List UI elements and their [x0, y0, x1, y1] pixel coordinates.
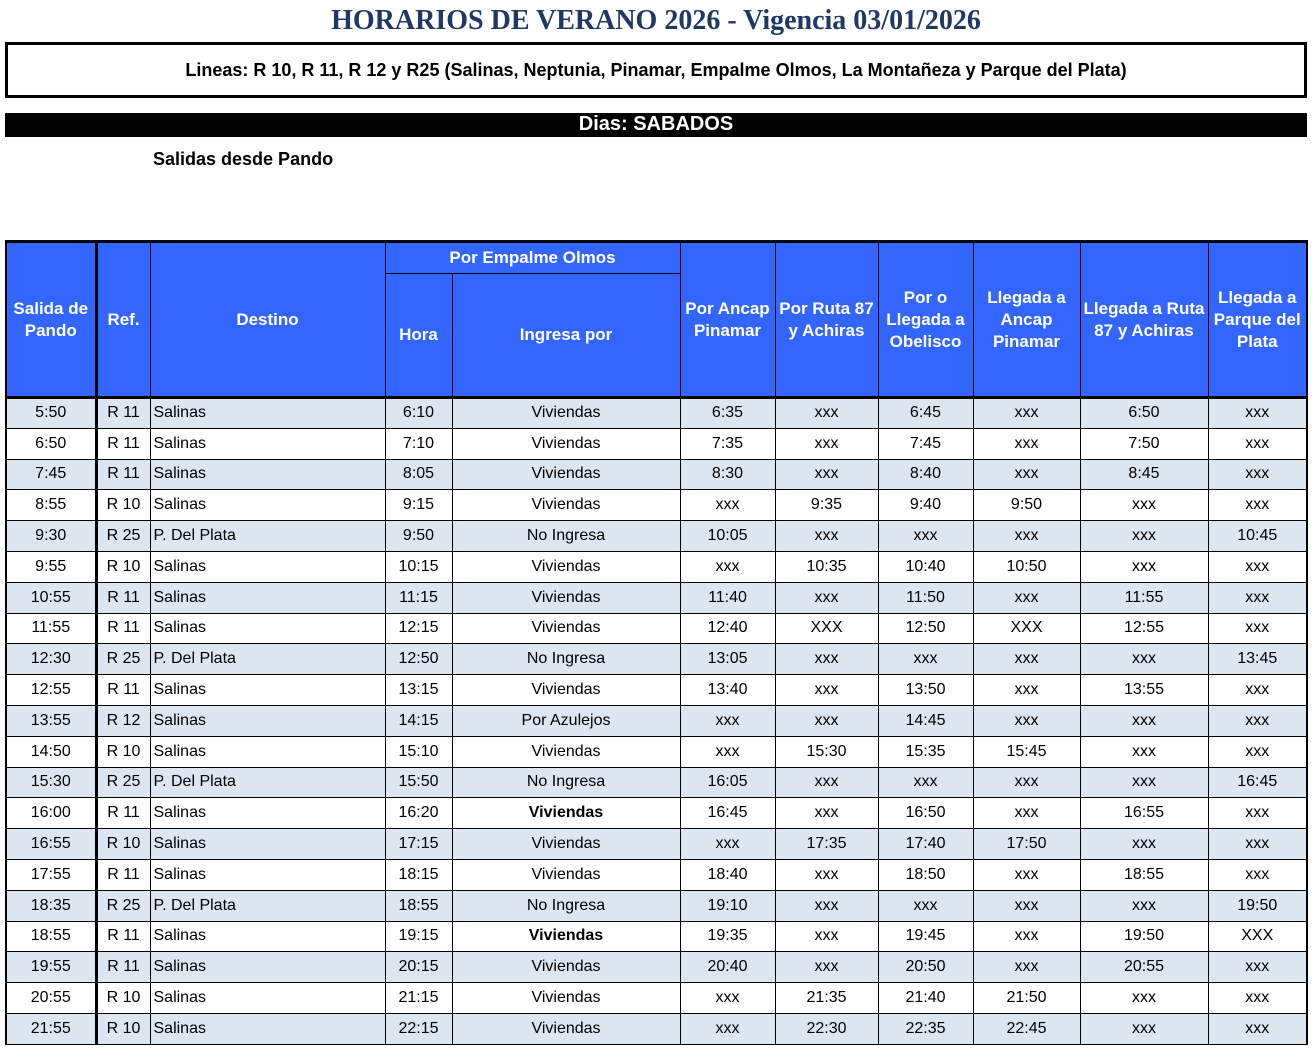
cell-ruta87: xxx — [775, 767, 878, 798]
cell-obelisco: 7:45 — [878, 428, 973, 459]
cell-hora: 11:15 — [385, 582, 452, 613]
cell-ingresa: Viviendas — [452, 921, 680, 952]
cell-lleg-ancap: xxx — [973, 428, 1080, 459]
cell-destino: Salinas — [150, 798, 385, 829]
cell-obelisco: xxx — [878, 644, 973, 675]
cell-ruta87: 21:35 — [775, 983, 878, 1014]
cell-salida: 17:55 — [6, 859, 96, 890]
cell-salida: 12:55 — [6, 675, 96, 706]
table-row — [6, 829, 1307, 860]
cell-ingresa: Viviendas — [452, 859, 680, 890]
cell-obelisco: 11:50 — [878, 582, 973, 613]
cell-obelisco: 17:40 — [878, 829, 973, 860]
cell-ref: R 11 — [96, 798, 150, 829]
cell-lleg-ruta87: 12:55 — [1080, 613, 1208, 644]
cell-ref: R 11 — [96, 675, 150, 706]
cell-ref: R 10 — [96, 829, 150, 860]
col-hora-header: Hora — [385, 274, 452, 398]
cell-hora: 15:10 — [385, 736, 452, 767]
cell-destino: P. Del Plata — [150, 890, 385, 921]
cell-ingresa: Viviendas — [452, 551, 680, 582]
cell-lleg-ancap: 17:50 — [973, 829, 1080, 860]
cell-lleg-ancap: xxx — [973, 644, 1080, 675]
cell-ingresa: Viviendas — [452, 736, 680, 767]
cell-ref: R 11 — [96, 582, 150, 613]
cell-ingresa: No Ingresa — [452, 890, 680, 921]
table-row — [6, 736, 1307, 767]
cell-destino: Salinas — [150, 983, 385, 1014]
cell-ref: R 11 — [96, 921, 150, 952]
cell-hora: 7:10 — [385, 428, 452, 459]
col-ingresa-header: Ingresa por — [452, 274, 680, 398]
schedule-table — [5, 240, 1308, 1045]
cell-salida: 6:50 — [6, 428, 96, 459]
cell-lleg-ruta87: 8:45 — [1080, 459, 1208, 490]
cell-ref: R 10 — [96, 1013, 150, 1044]
cell-ancap: xxx — [680, 983, 775, 1014]
cell-lleg-parque: xxx — [1208, 428, 1307, 459]
cell-ref: R 11 — [96, 952, 150, 983]
cell-ruta87: xxx — [775, 398, 878, 429]
cell-hora: 16:20 — [385, 798, 452, 829]
cell-destino: Salinas — [150, 921, 385, 952]
cell-salida: 13:55 — [6, 705, 96, 736]
cell-ancap: 16:05 — [680, 767, 775, 798]
cell-lleg-ruta87: xxx — [1080, 829, 1208, 860]
cell-obelisco: 8:40 — [878, 459, 973, 490]
cell-ref: R 10 — [96, 983, 150, 1014]
cell-ancap: 19:35 — [680, 921, 775, 952]
cell-obelisco: 6:45 — [878, 398, 973, 429]
cell-ancap: 19:10 — [680, 890, 775, 921]
cell-lleg-ruta87: xxx — [1080, 1013, 1208, 1044]
cell-lleg-ruta87: xxx — [1080, 644, 1208, 675]
cell-ancap: xxx — [680, 490, 775, 521]
cell-lleg-ruta87: 16:55 — [1080, 798, 1208, 829]
cell-obelisco: 15:35 — [878, 736, 973, 767]
cell-salida: 11:55 — [6, 613, 96, 644]
cell-ruta87: xxx — [775, 890, 878, 921]
cell-ancap: xxx — [680, 1013, 775, 1044]
cell-hora: 10:15 — [385, 551, 452, 582]
cell-obelisco: 10:40 — [878, 551, 973, 582]
cell-ancap: xxx — [680, 736, 775, 767]
cell-ingresa: Viviendas — [452, 459, 680, 490]
col-lleg-ruta87-header: Llegada a Ruta 87 y Achiras — [1080, 242, 1208, 398]
cell-hora: 19:15 — [385, 921, 452, 952]
cell-salida: 20:55 — [6, 983, 96, 1014]
cell-lleg-parque: xxx — [1208, 490, 1307, 521]
cell-salida: 16:55 — [6, 829, 96, 860]
cell-destino: Salinas — [150, 829, 385, 860]
section-label: Salidas desde Pando — [153, 149, 334, 169]
cell-obelisco: 21:40 — [878, 983, 973, 1014]
cell-lleg-ancap: xxx — [973, 398, 1080, 429]
cell-hora: 9:50 — [385, 521, 452, 552]
cell-lleg-parque: xxx — [1208, 398, 1307, 429]
table-row — [6, 798, 1307, 829]
cell-obelisco: 18:50 — [878, 859, 973, 890]
cell-ancap: 7:35 — [680, 428, 775, 459]
cell-ruta87: xxx — [775, 798, 878, 829]
cell-ref: R 11 — [96, 459, 150, 490]
table-row — [6, 1013, 1307, 1044]
cell-lleg-parque: 19:50 — [1208, 890, 1307, 921]
cell-lleg-parque: xxx — [1208, 952, 1307, 983]
cell-ref: R 11 — [96, 859, 150, 890]
cell-destino: Salinas — [150, 490, 385, 521]
cell-lleg-parque: xxx — [1208, 829, 1307, 860]
cell-destino: P. Del Plata — [150, 767, 385, 798]
table-row — [6, 613, 1307, 644]
cell-hora: 12:15 — [385, 613, 452, 644]
cell-hora: 9:15 — [385, 490, 452, 521]
cell-lleg-ruta87: 13:55 — [1080, 675, 1208, 706]
cell-salida: 14:50 — [6, 736, 96, 767]
cell-destino: Salinas — [150, 1013, 385, 1044]
table-row — [6, 644, 1307, 675]
cell-lleg-ruta87: 11:55 — [1080, 582, 1208, 613]
cell-destino: Salinas — [150, 459, 385, 490]
cell-ruta87: xxx — [775, 582, 878, 613]
cell-lleg-parque: xxx — [1208, 1013, 1307, 1044]
col-salida-header: Salida de Pando — [6, 242, 96, 398]
cell-ruta87: 15:30 — [775, 736, 878, 767]
cell-lleg-parque: xxx — [1208, 675, 1307, 706]
cell-ingresa: No Ingresa — [452, 767, 680, 798]
table-row — [6, 551, 1307, 582]
cell-obelisco: 14:45 — [878, 705, 973, 736]
cell-obelisco: 20:50 — [878, 952, 973, 983]
cell-lleg-ruta87: 7:50 — [1080, 428, 1208, 459]
cell-ref: R 12 — [96, 705, 150, 736]
cell-ingresa: Viviendas — [452, 1013, 680, 1044]
cell-lleg-ancap: 10:50 — [973, 551, 1080, 582]
cell-lleg-parque: xxx — [1208, 551, 1307, 582]
cell-hora: 13:15 — [385, 675, 452, 706]
cell-ingresa: Viviendas — [452, 675, 680, 706]
cell-lleg-parque: xxx — [1208, 736, 1307, 767]
cell-lleg-ancap: xxx — [973, 675, 1080, 706]
cell-lleg-ancap: xxx — [973, 921, 1080, 952]
cell-lleg-parque: xxx — [1208, 798, 1307, 829]
cell-lleg-ruta87: xxx — [1080, 890, 1208, 921]
cell-ref: R 11 — [96, 613, 150, 644]
cell-lleg-ruta87: xxx — [1080, 521, 1208, 552]
cell-lleg-parque: xxx — [1208, 859, 1307, 890]
table-header — [6, 242, 1307, 398]
col-ancap-header: Por Ancap Pinamar — [680, 242, 775, 398]
cell-ancap: xxx — [680, 705, 775, 736]
days-bar: Dias: SABADOS — [5, 113, 1307, 137]
cell-ingresa: Viviendas — [452, 798, 680, 829]
cell-hora: 8:05 — [385, 459, 452, 490]
cell-ancap: 20:40 — [680, 952, 775, 983]
cell-lleg-ruta87: xxx — [1080, 705, 1208, 736]
cell-lleg-ruta87: xxx — [1080, 767, 1208, 798]
cell-hora: 14:15 — [385, 705, 452, 736]
cell-destino: Salinas — [150, 582, 385, 613]
cell-salida: 8:55 — [6, 490, 96, 521]
cell-ancap: 16:45 — [680, 798, 775, 829]
cell-lleg-ancap: xxx — [973, 859, 1080, 890]
table-row — [6, 459, 1307, 490]
cell-obelisco: 16:50 — [878, 798, 973, 829]
table-row — [6, 890, 1307, 921]
cell-ref: R 11 — [96, 398, 150, 429]
cell-lleg-ruta87: 20:55 — [1080, 952, 1208, 983]
col-empalme-group-header: Por Empalme Olmos — [385, 242, 680, 274]
cell-salida: 15:30 — [6, 767, 96, 798]
cell-ingresa: Viviendas — [452, 829, 680, 860]
cell-lleg-ruta87: xxx — [1080, 490, 1208, 521]
cell-destino: Salinas — [150, 952, 385, 983]
table-body — [6, 398, 1307, 1045]
cell-ancap: 18:40 — [680, 859, 775, 890]
cell-ref: R 25 — [96, 644, 150, 675]
cell-ingresa: Por Azulejos — [452, 705, 680, 736]
cell-lleg-ancap: xxx — [973, 798, 1080, 829]
cell-lleg-ancap: xxx — [973, 890, 1080, 921]
cell-destino: Salinas — [150, 705, 385, 736]
cell-destino: Salinas — [150, 613, 385, 644]
cell-hora: 17:15 — [385, 829, 452, 860]
cell-ingresa: No Ingresa — [452, 644, 680, 675]
cell-obelisco: xxx — [878, 767, 973, 798]
page-title: HORARIOS DE VERANO 2026 - Vigencia 03/01/2026 — [331, 5, 981, 36]
col-ref-header: Ref. — [96, 242, 150, 398]
table-row — [6, 398, 1307, 429]
cell-lleg-ruta87: 6:50 — [1080, 398, 1208, 429]
cell-hora: 18:15 — [385, 859, 452, 890]
cell-ref: R 25 — [96, 890, 150, 921]
cell-ancap: 6:35 — [680, 398, 775, 429]
cell-lleg-ancap: xxx — [973, 952, 1080, 983]
cell-ancap: 10:05 — [680, 521, 775, 552]
cell-lleg-parque: XXX — [1208, 921, 1307, 952]
cell-ruta87: xxx — [775, 644, 878, 675]
cell-destino: Salinas — [150, 551, 385, 582]
cell-lleg-ruta87: xxx — [1080, 551, 1208, 582]
cell-ingresa: Viviendas — [452, 582, 680, 613]
cell-lleg-parque: 13:45 — [1208, 644, 1307, 675]
cell-ancap: 13:05 — [680, 644, 775, 675]
cell-ingresa: Viviendas — [452, 398, 680, 429]
cell-ingresa: Viviendas — [452, 613, 680, 644]
cell-ingresa: Viviendas — [452, 983, 680, 1014]
cell-ruta87: xxx — [775, 952, 878, 983]
cell-ruta87: xxx — [775, 675, 878, 706]
cell-ruta87: xxx — [775, 521, 878, 552]
cell-ingresa: Viviendas — [452, 490, 680, 521]
col-lleg-ancap-header: Llegada a Ancap Pinamar — [973, 242, 1080, 398]
cell-hora: 21:15 — [385, 983, 452, 1014]
cell-hora: 12:50 — [385, 644, 452, 675]
cell-ref: R 11 — [96, 428, 150, 459]
cell-ruta87: 17:35 — [775, 829, 878, 860]
cell-salida: 9:30 — [6, 521, 96, 552]
col-destino-header: Destino — [150, 242, 385, 398]
cell-lleg-ruta87: xxx — [1080, 983, 1208, 1014]
cell-ingresa: Viviendas — [452, 952, 680, 983]
table-row — [6, 705, 1307, 736]
cell-lleg-ancap: xxx — [973, 521, 1080, 552]
cell-salida: 7:45 — [6, 459, 96, 490]
cell-lleg-parque: xxx — [1208, 582, 1307, 613]
cell-lleg-ancap: xxx — [973, 767, 1080, 798]
cell-ancap: xxx — [680, 829, 775, 860]
cell-ancap: 11:40 — [680, 582, 775, 613]
cell-obelisco: 9:40 — [878, 490, 973, 521]
cell-lleg-parque: xxx — [1208, 705, 1307, 736]
cell-lleg-ancap: xxx — [973, 705, 1080, 736]
cell-lleg-parque: xxx — [1208, 613, 1307, 644]
cell-lleg-parque: 16:45 — [1208, 767, 1307, 798]
cell-lleg-ancap: 21:50 — [973, 983, 1080, 1014]
cell-salida: 19:55 — [6, 952, 96, 983]
cell-ref: R 25 — [96, 521, 150, 552]
table-row — [6, 859, 1307, 890]
cell-obelisco: 22:35 — [878, 1013, 973, 1044]
cell-salida: 21:55 — [6, 1013, 96, 1044]
cell-lleg-ruta87: xxx — [1080, 736, 1208, 767]
cell-salida: 16:00 — [6, 798, 96, 829]
cell-ingresa: Viviendas — [452, 428, 680, 459]
cell-ruta87: xxx — [775, 459, 878, 490]
table-row — [6, 983, 1307, 1014]
cell-ruta87: 9:35 — [775, 490, 878, 521]
lines-box: Lineas: R 10, R 11, R 12 y R25 (Salinas, Neptunia, Pinamar, Empalme Olmos, La Montañeza y Parque del Plata) — [5, 42, 1307, 98]
cell-ruta87: XXX — [775, 613, 878, 644]
cell-destino: Salinas — [150, 736, 385, 767]
cell-lleg-ancap: xxx — [973, 459, 1080, 490]
table-row — [6, 582, 1307, 613]
cell-ancap: 13:40 — [680, 675, 775, 706]
cell-lleg-parque: 10:45 — [1208, 521, 1307, 552]
cell-ruta87: xxx — [775, 921, 878, 952]
cell-salida: 18:35 — [6, 890, 96, 921]
cell-hora: 22:15 — [385, 1013, 452, 1044]
cell-ruta87: xxx — [775, 705, 878, 736]
cell-hora: 20:15 — [385, 952, 452, 983]
cell-destino: Salinas — [150, 859, 385, 890]
table-row — [6, 675, 1307, 706]
col-lleg-parque-header: Llegada a Parque del Plata — [1208, 242, 1307, 398]
cell-salida: 12:30 — [6, 644, 96, 675]
cell-lleg-ruta87: 19:50 — [1080, 921, 1208, 952]
cell-lleg-parque: xxx — [1208, 983, 1307, 1014]
cell-salida: 10:55 — [6, 582, 96, 613]
cell-salida: 18:55 — [6, 921, 96, 952]
cell-ref: R 10 — [96, 490, 150, 521]
cell-destino: P. Del Plata — [150, 644, 385, 675]
cell-lleg-ancap: 22:45 — [973, 1013, 1080, 1044]
cell-ruta87: 10:35 — [775, 551, 878, 582]
table-row — [6, 921, 1307, 952]
cell-obelisco: xxx — [878, 521, 973, 552]
cell-ref: R 25 — [96, 767, 150, 798]
table-row — [6, 952, 1307, 983]
cell-destino: Salinas — [150, 428, 385, 459]
cell-ruta87: 22:30 — [775, 1013, 878, 1044]
cell-lleg-ancap: XXX — [973, 613, 1080, 644]
cell-hora: 15:50 — [385, 767, 452, 798]
cell-lleg-ruta87: 18:55 — [1080, 859, 1208, 890]
cell-ancap: xxx — [680, 551, 775, 582]
cell-salida: 9:55 — [6, 551, 96, 582]
cell-destino: P. Del Plata — [150, 521, 385, 552]
cell-ancap: 12:40 — [680, 613, 775, 644]
cell-ruta87: xxx — [775, 859, 878, 890]
col-obelisco-header: Por o Llegada a Obelisco — [878, 242, 973, 398]
table-row — [6, 767, 1307, 798]
col-ruta87-header: Por Ruta 87 y Achiras — [775, 242, 878, 398]
cell-lleg-ancap: 15:45 — [973, 736, 1080, 767]
table-row — [6, 428, 1307, 459]
cell-destino: Salinas — [150, 398, 385, 429]
cell-destino: Salinas — [150, 675, 385, 706]
cell-ruta87: xxx — [775, 428, 878, 459]
cell-obelisco: 19:45 — [878, 921, 973, 952]
cell-lleg-parque: xxx — [1208, 459, 1307, 490]
table-row — [6, 521, 1307, 552]
cell-salida: 5:50 — [6, 398, 96, 429]
cell-obelisco: 12:50 — [878, 613, 973, 644]
cell-ref: R 10 — [96, 551, 150, 582]
cell-ref: R 10 — [96, 736, 150, 767]
cell-ingresa: No Ingresa — [452, 521, 680, 552]
table-row — [6, 490, 1307, 521]
cell-ancap: 8:30 — [680, 459, 775, 490]
cell-obelisco: 13:50 — [878, 675, 973, 706]
cell-lleg-ancap: 9:50 — [973, 490, 1080, 521]
cell-lleg-ancap: xxx — [973, 582, 1080, 613]
cell-hora: 18:55 — [385, 890, 452, 921]
cell-obelisco: xxx — [878, 890, 973, 921]
cell-hora: 6:10 — [385, 398, 452, 429]
